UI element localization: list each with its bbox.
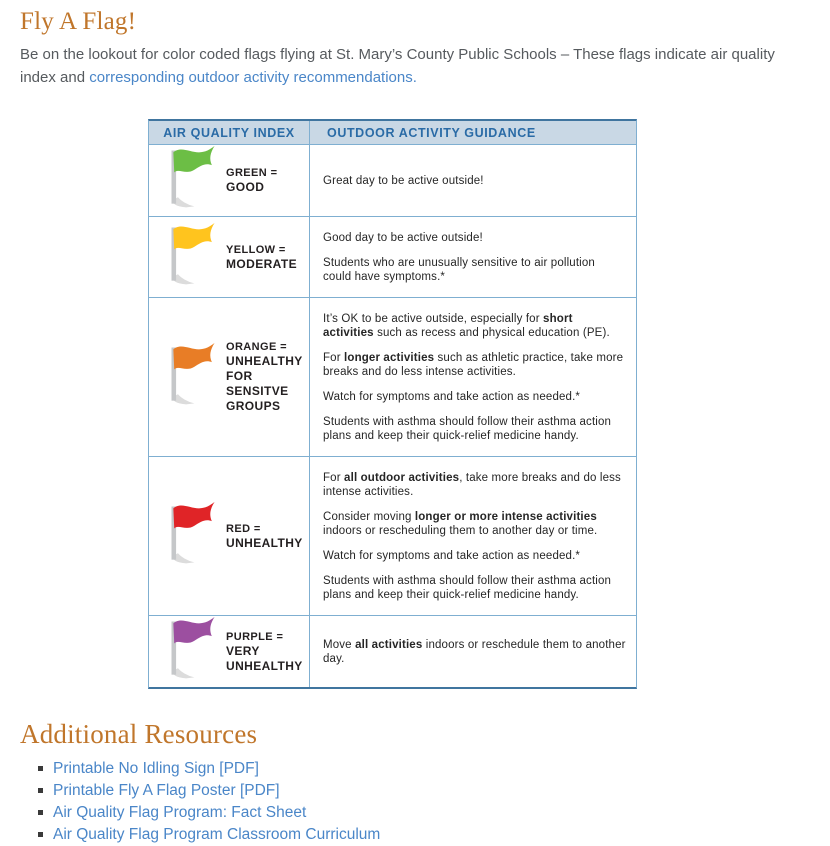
- guidance-paragraph: For longer activities such as athletic practice, take more breaks and do less intense activities.: [323, 351, 624, 378]
- column-header-air-quality-index: AIR QUALITY INDEX: [149, 121, 310, 144]
- outdoor-activity-guidance-cell: [310, 145, 636, 216]
- green-flag-icon: [159, 145, 217, 216]
- air-quality-flag-table: [148, 119, 637, 689]
- guidance-paragraph: Students with asthma should follow their asthma action plans and keep their quick-relief medicine handy.: [323, 574, 612, 601]
- guidance-paragraph: Students who are unusually sensitive to air pollution could have symptoms.*: [323, 256, 595, 283]
- table-header-row: [149, 121, 636, 145]
- flag-color-label: RED =: [226, 522, 261, 535]
- resource-link-fact-sheet[interactable]: Air Quality Flag Program: Fact Sheet: [53, 804, 307, 821]
- guidance-paragraph: For all outdoor activities, take more breaks and do less intense activities.: [323, 471, 621, 498]
- activity-recommendations-link[interactable]: corresponding outdoor activity recommendations.: [89, 69, 417, 86]
- guidance-paragraph: Move all activities indoors or reschedule them to another day.: [323, 638, 626, 665]
- flag-row-yellow: [149, 217, 636, 298]
- flag-category-label: MODERATE: [226, 256, 297, 271]
- flag-category-label: UNHEALTHY FOR SENSITVE GROUPS: [226, 354, 303, 413]
- red-flag-icon: [159, 501, 217, 572]
- flag-row-red: [149, 457, 636, 616]
- guidance-paragraph: Great day to be active outside!: [323, 174, 484, 187]
- list-item: [20, 758, 810, 780]
- air-quality-index-cell: [149, 217, 310, 297]
- list-item: [20, 780, 810, 802]
- list-item: [20, 824, 810, 846]
- table-body: [149, 145, 636, 687]
- flag-category-label: VERY UNHEALTHY: [226, 643, 303, 673]
- resource-link-classroom-curriculum[interactable]: Air Quality Flag Program Classroom Curriculum: [53, 826, 381, 843]
- additional-resources-heading: Additional Resources: [20, 719, 258, 749]
- guidance-paragraph: Good day to be active outside!: [323, 231, 483, 244]
- flag-color-label: YELLOW =: [226, 243, 286, 256]
- air-quality-index-cell: [149, 145, 310, 216]
- flag-category-label: UNHEALTHY: [226, 535, 303, 550]
- air-quality-index-cell: [149, 616, 310, 687]
- air-quality-index-cell: [149, 457, 310, 615]
- guidance-paragraph: Students with asthma should follow their asthma action plans and keep their quick-relief medicine handy.: [323, 415, 612, 442]
- flag-label-block: [226, 630, 309, 674]
- outdoor-activity-guidance-cell: [310, 298, 636, 456]
- guidance-paragraph: Watch for symptoms and take action as needed.*: [323, 549, 581, 562]
- flag-color-label: GREEN =: [226, 167, 278, 179]
- flag-color-label: ORANGE =: [226, 341, 287, 353]
- air-quality-index-cell: [149, 298, 310, 456]
- flag-color-label: PURPLE =: [226, 630, 284, 643]
- guidance-paragraph: It’s OK to be active outside, especially for short activities such as recess and physical education (PE).: [323, 312, 610, 339]
- intro-paragraph: [20, 43, 780, 89]
- flag-label-block: [226, 522, 309, 551]
- outdoor-activity-guidance-cell: [310, 217, 636, 297]
- list-item: [20, 802, 810, 824]
- flag-label-block: [226, 166, 309, 195]
- flag-label-block: [226, 340, 309, 414]
- yellow-flag-icon: [159, 222, 217, 293]
- purple-flag-icon: [159, 616, 217, 687]
- flag-row-orange: [149, 298, 636, 457]
- flag-label-block: [226, 243, 309, 272]
- flag-row-purple: [149, 616, 636, 687]
- outdoor-activity-guidance-cell: [310, 457, 636, 615]
- guidance-paragraph: Consider moving longer or more intense activities indoors or rescheduling them to another day or time.: [323, 510, 598, 537]
- orange-flag-icon: [159, 342, 217, 413]
- column-header-outdoor-activity-guidance: OUTDOOR ACTIVITY GUIDANCE: [327, 126, 536, 140]
- flag-category-label: GOOD: [226, 180, 265, 194]
- guidance-paragraph: Watch for symptoms and take action as needed.*: [323, 390, 581, 403]
- outdoor-activity-guidance-cell: [310, 616, 636, 687]
- page-title: Fly A Flag!: [20, 8, 137, 35]
- resource-link-no-idling-sign[interactable]: Printable No Idling Sign [PDF]: [53, 760, 259, 777]
- resources-list: [20, 758, 810, 846]
- resource-link-fly-a-flag-poster[interactable]: Printable Fly A Flag Poster [PDF]: [53, 782, 280, 799]
- flag-row-green: [149, 145, 636, 217]
- intro-text: Be on the lookout for color coded flags flying at St. Mary’s County Public Schools – These flags indicate air quality index and: [20, 46, 775, 86]
